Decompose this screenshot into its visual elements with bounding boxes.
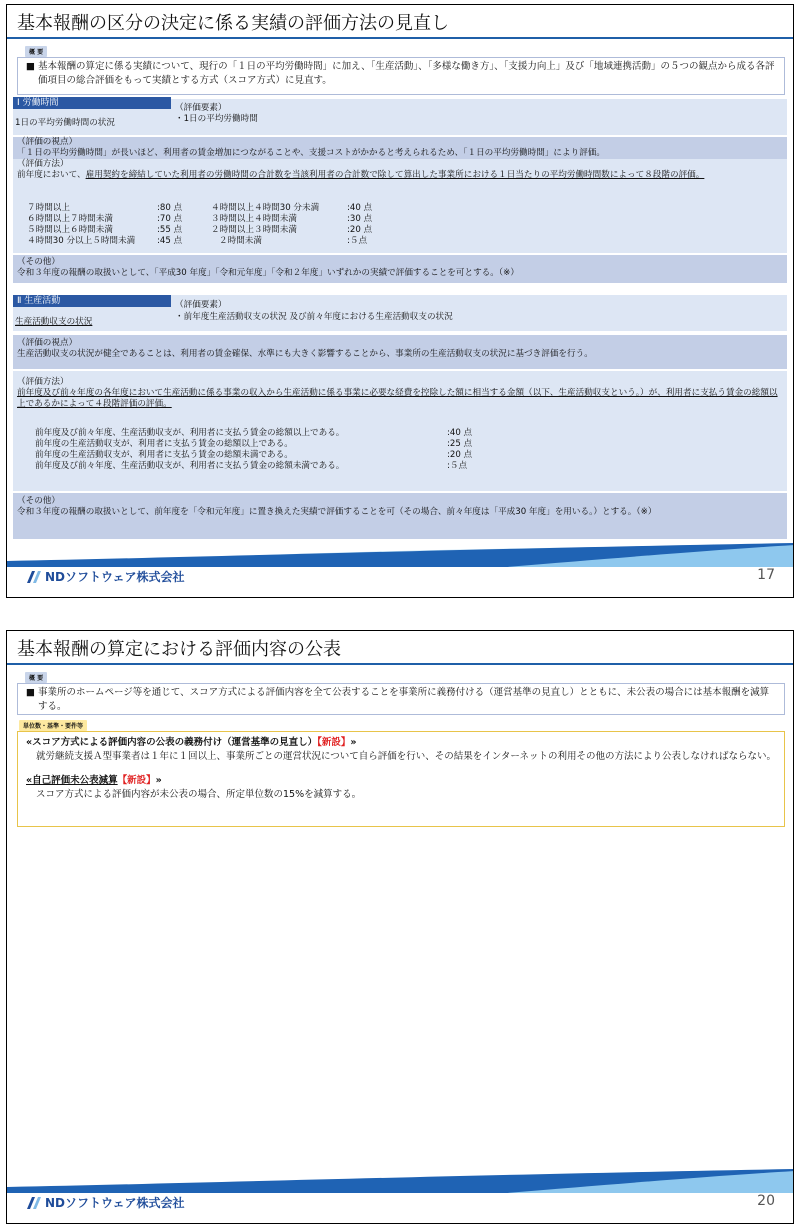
sec1-scores-right-pts bbox=[347, 203, 372, 247]
score-points: :25 点 bbox=[447, 439, 473, 449]
sec1-view-band bbox=[13, 137, 787, 159]
score-label: ２時間未満 bbox=[219, 236, 262, 246]
summary-box bbox=[17, 683, 785, 715]
company-logo bbox=[27, 568, 185, 585]
score-label: ４時間30 分以上５時間未満 bbox=[27, 236, 136, 246]
score-points: :20 点 bbox=[347, 225, 373, 235]
sec2-view-band bbox=[13, 335, 787, 369]
sec2-method-text: 前年度及び前々年度の各年度において生産活動に係る事業の収入から生産活動に係る事業に必要な経費を控除した額に相当する金額（以下、生産活動収支という。）が、利用者に支払う賃金の総額以上であるかによって４段階評価の評価。 bbox=[17, 388, 778, 409]
score-label: ４時間以上４時間30 分未満 bbox=[211, 203, 320, 213]
slide-title: 基本報酬の区分の決定に係る実績の評価方法の見直し bbox=[17, 13, 449, 34]
req1-close: » bbox=[350, 737, 357, 748]
req1-title: «スコア方式による評価内容の公表の義務付け（運営基準の見直し） bbox=[26, 737, 318, 748]
sec2-other-text: 令和３年度の報酬の取扱いとして、前年度を「令和元年度」に置き換えた実績で評価することを可（その場合、前々年度は「平成30 年度」を用いる。）とする。（※） bbox=[17, 507, 657, 517]
footer-blue-wave bbox=[7, 1169, 794, 1193]
sec1-view-head: （評価の視点） bbox=[17, 137, 78, 147]
sec2-method-head: （評価方法） bbox=[17, 377, 69, 387]
req1-heading bbox=[26, 736, 776, 750]
sec1-elements bbox=[175, 103, 258, 125]
sec1-method-head: （評価方法） bbox=[17, 159, 69, 169]
company-name: NDソフトウェア株式会社 bbox=[45, 570, 185, 584]
sec2-elements-head: （評価要素） bbox=[175, 300, 227, 310]
requirements-tag: 単位数・基準・要件等 bbox=[19, 720, 87, 731]
sec1-elements-head: （評価要素） bbox=[175, 103, 227, 113]
score-points: :40 点 bbox=[447, 428, 473, 438]
req1-body: 就労継続支援Ａ型事業者は１年に１回以上、事業所ごとの運営状況について自ら評価を行い、その結果をインターネットの利用その他の方法により公表しなければならない。 bbox=[36, 751, 776, 762]
req2-heading bbox=[26, 774, 776, 788]
summary-tag: 概 要 bbox=[25, 46, 47, 57]
sec1-other-text: 令和３年度の報酬の取扱いとして、「平成30 年度」「令和元年度」「令和２年度」いずれかの実績で評価することを可とする。（※） bbox=[17, 268, 519, 278]
company-name: NDソフトウェア株式会社 bbox=[45, 1196, 185, 1210]
slide-title: 基本報酬の算定における評価内容の公表 bbox=[17, 639, 341, 660]
req2-body: スコア方式による評価内容が未公表の場合、所定単位数の15%を減算する。 bbox=[36, 789, 362, 800]
sec2-elements bbox=[175, 299, 453, 323]
page-number: 20 bbox=[757, 1193, 775, 1209]
title-rule bbox=[7, 663, 793, 665]
score-points: :５点 bbox=[347, 236, 368, 246]
score-label: ６時間以上７時間未満 bbox=[27, 214, 113, 224]
page-number: 17 bbox=[757, 567, 775, 583]
summary-text: ■ 事業所のホームページ等を通じて、スコア方式による評価内容を全て公表することを事業所に義務付ける（運営基準の見直し）とともに、未公表の場合には基本報酬を減算する。 bbox=[26, 687, 770, 712]
sec1-scores-right bbox=[211, 203, 351, 247]
score-label: ７時間以上 bbox=[27, 203, 70, 213]
summary-tag: 概 要 bbox=[25, 672, 47, 683]
sec1-elements-text: ・1日の平均労働時間 bbox=[175, 114, 258, 124]
score-points: :55 点 bbox=[157, 225, 183, 235]
sec2-other-band bbox=[13, 493, 787, 539]
req1-new-badge: 【新設】 bbox=[317, 737, 351, 748]
spacer bbox=[26, 764, 776, 774]
score-points: :40 点 bbox=[347, 203, 373, 213]
score-points: :45 点 bbox=[157, 236, 183, 246]
requirements-box bbox=[17, 731, 785, 827]
sec1-method-prefix: 前年度において、 bbox=[17, 170, 86, 180]
sec1-method-text bbox=[13, 170, 787, 181]
nd-logo-icon bbox=[27, 571, 41, 583]
req2-new-badge: 【新設】 bbox=[117, 775, 156, 786]
score-label: 前年度及び前々年度、生産活動収支が、利用者に支払う賃金の総額未満である。 bbox=[35, 461, 345, 471]
sec1-method-underlined: 雇用契約を締結していた利用者の労働時間の合計数を当該利用者の合計数で除して算出した事業所における１日当たりの平均労働時間数によって８段階の評価。 bbox=[85, 170, 705, 180]
slide-17 bbox=[6, 4, 794, 598]
company-logo bbox=[27, 1194, 185, 1211]
sec2-bar: Ⅱ 生産活動 bbox=[13, 295, 171, 307]
score-points: :70 点 bbox=[157, 214, 183, 224]
nd-logo-icon bbox=[27, 1197, 41, 1209]
score-label: ３時間以上４時間未満 bbox=[211, 214, 297, 224]
req2-close: » bbox=[155, 775, 162, 786]
score-label: ２時間以上３時間未満 bbox=[211, 225, 297, 235]
sec1-other-head: （その他） bbox=[17, 257, 60, 267]
sec1-scores-left-pts bbox=[157, 203, 182, 247]
sec1-other-band bbox=[13, 255, 787, 283]
score-points: :５点 bbox=[447, 461, 468, 471]
score-label: 前年度の生産活動収支が、利用者に支払う賃金の総額以上である。 bbox=[35, 439, 293, 449]
req2-title: «自己評価未公表減算 bbox=[26, 775, 118, 786]
sec2-scores-pts bbox=[447, 428, 472, 472]
sec1-view-text: 「１日の平均労働時間」が長いほど、利用者の賃金増加につながることや、支援コストがかかると考えられるため、「１日の平均労働時間」により評価。 bbox=[17, 148, 605, 158]
score-label: ５時間以上６時間未満 bbox=[27, 225, 113, 235]
sec2-item: 生産活動収支の状況 bbox=[15, 317, 93, 327]
score-label: 前年度及び前々年度、生産活動収支が、利用者に支払う賃金の総額以上である。 bbox=[35, 428, 345, 438]
score-points: :80 点 bbox=[157, 203, 183, 213]
score-points: :20 点 bbox=[447, 450, 473, 460]
sec1-bar: Ⅰ 労働時間 bbox=[13, 97, 171, 109]
sec2-scores bbox=[35, 428, 344, 472]
slide-20 bbox=[6, 630, 794, 1224]
sec2-other-head: （その他） bbox=[17, 496, 60, 506]
sec1-scores-left bbox=[27, 203, 157, 247]
footer-blue-wave bbox=[7, 543, 794, 567]
sec2-view-head: （評価の視点） bbox=[17, 338, 78, 348]
score-points: :30 点 bbox=[347, 214, 373, 224]
score-label: 前年度の生産活動収支が、利用者に支払う賃金の総額未満である。 bbox=[35, 450, 293, 460]
sec1-item: 1日の平均労働時間の状況 bbox=[15, 118, 115, 128]
title-rule bbox=[7, 37, 793, 39]
summary-text: ■ 基本報酬の算定に係る実績について、現行の「１日の平均労働時間」に加え、「生産活動」、「多様な働き方」、「支援力向上」及び「地域連携活動」の５つの観点から成る各評価項目の総合評価をもって実績とする方式（スコア方式）に見直す。 bbox=[26, 61, 775, 86]
sec2-elements-text: ・前年度生産活動収支の状況 及び前々年度における生産活動収支の状況 bbox=[175, 312, 453, 322]
sec2-view-text: 生産活動収支の状況が健全であることは、利用者の賃金確保、水準にも大きく影響することから、事業所の生産活動収支の状況に基づき評価を行う。 bbox=[17, 349, 593, 359]
summary-box bbox=[17, 57, 785, 95]
